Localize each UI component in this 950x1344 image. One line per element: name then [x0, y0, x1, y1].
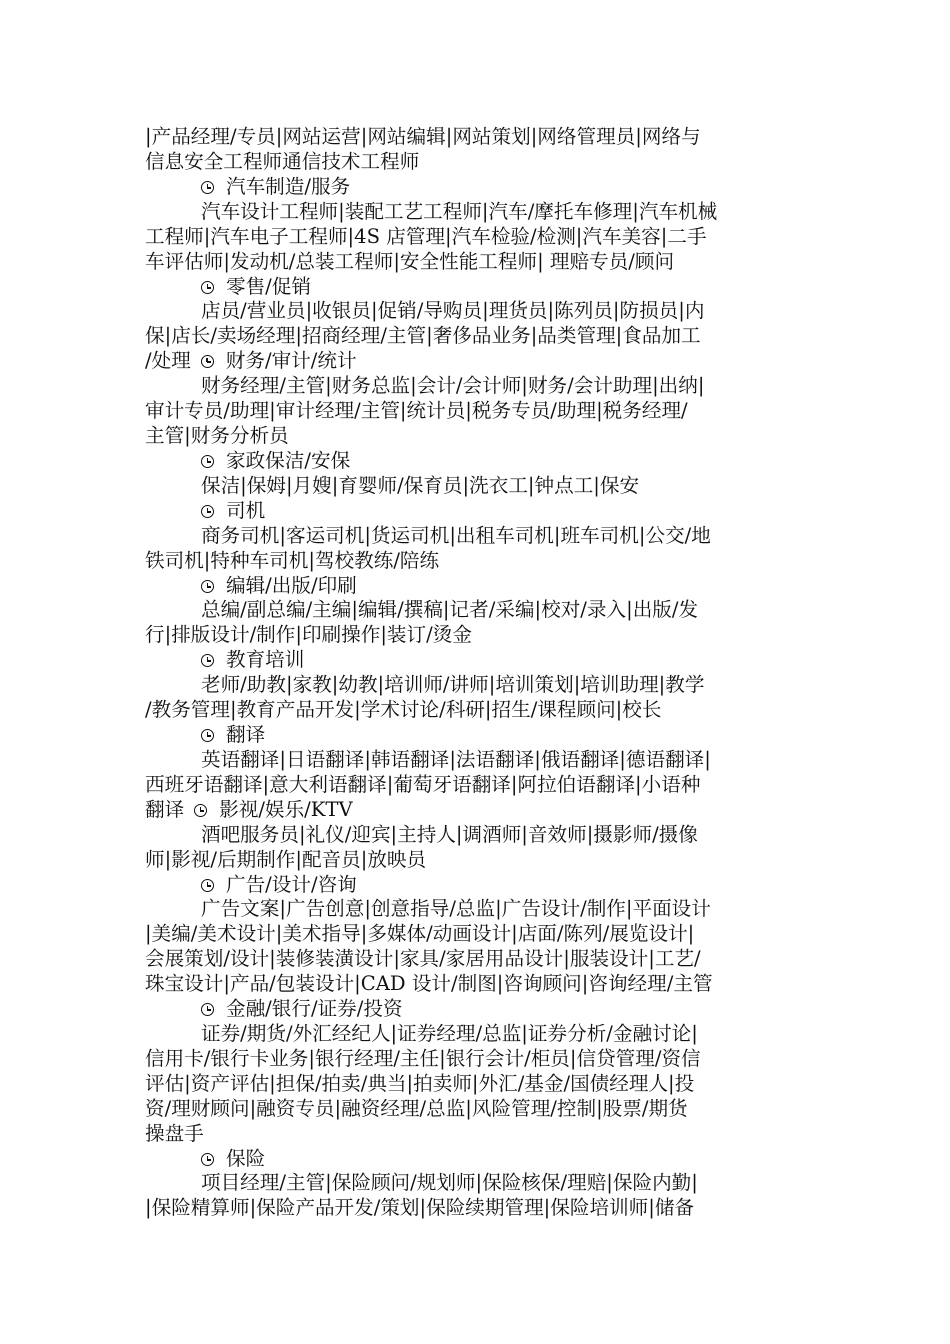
- clock-icon: [201, 355, 214, 368]
- clock-icon: [201, 1153, 214, 1166]
- clock-icon: [201, 455, 214, 468]
- text-line: 资/理财顾问|融资专员|融资经理/总监|风险管理/控制|股票/期货: [145, 1097, 688, 1120]
- section-heading-retail: [201, 274, 867, 299]
- section-heading-housekeeping: [201, 448, 867, 473]
- section-heading-education: [201, 647, 867, 672]
- clock-icon: [201, 281, 214, 294]
- section-title: 金融/银行/证券/投资: [226, 997, 403, 1020]
- text-line: 铁司机|特种车司机|驾校教练/陪练: [145, 549, 440, 572]
- section-heading-entertainment: [194, 798, 352, 821]
- text-line: 保洁|保姆|月嫂|育婴师/保育员|洗衣工|钟点工|保安: [201, 474, 640, 497]
- text-line: 师|影视/后期制作|配音员|放映员: [145, 848, 427, 871]
- text-line: 酒吧服务员|礼仪/迎宾|主持人|调酒师|音效师|摄影师/摄像: [201, 823, 698, 846]
- text-line: 老师/助教|家教|幼教|培训师/讲师|培训策划|培训助理|教学: [201, 673, 705, 696]
- text-line: 行|排版设计/制作|印刷操作|装订/烫金: [145, 623, 472, 646]
- section-heading-advertising: [201, 872, 867, 897]
- text-line: 西班牙语翻译|意大利语翻译|葡萄牙语翻译|阿拉伯语翻译|小语种: [145, 773, 701, 796]
- text-line: 广告文案|广告创意|创意指导/总监|广告设计/制作|平面设计: [201, 897, 711, 920]
- text-line: 主管|财务分析员: [145, 424, 289, 447]
- text-line: 商务司机|客运司机|货运司机|出租车司机|班车司机|公交/地: [201, 524, 711, 547]
- text-line: 店员/营业员|收银员|促销/导购员|理货员|陈列员|防损员|内: [201, 299, 705, 322]
- text-fragment: 翻译: [145, 798, 185, 821]
- clock-icon: [201, 654, 214, 667]
- section-title: 翻译: [226, 723, 266, 746]
- clock-icon: [201, 505, 214, 518]
- text-line: 操盘手: [145, 1122, 204, 1145]
- clock-icon: [201, 879, 214, 892]
- text-line: 总编/副总编/主编|编辑/撰稿|记者/采编|校对/录入|出版/发: [201, 598, 699, 621]
- clock-icon: [201, 580, 214, 593]
- clock-icon: [201, 729, 214, 742]
- text-line: 项目经理/主管|保险顾问/规划师|保险核保/理赔|保险内勤|: [201, 1171, 698, 1194]
- section-title: 保险: [226, 1147, 266, 1170]
- section-heading-driver: [201, 498, 867, 523]
- section-title: 教育培训: [226, 648, 305, 671]
- text-line: 信息安全工程师通信技术工程师: [145, 150, 420, 173]
- section-title: 广告/设计/咨询: [226, 873, 357, 896]
- text-line: 信用卡/银行卡业务|银行经理/主任|银行会计/柜员|信贷管理/资信: [145, 1047, 701, 1070]
- text-line: 工程师|汽车电子工程师|4S 店管理|汽车检验/检测|汽车美容|二手: [145, 225, 707, 248]
- text-line: 英语翻译|日语翻译|韩语翻译|法语翻译|俄语翻译|德语翻译|: [201, 748, 711, 771]
- clock-icon: [201, 1003, 214, 1016]
- section-heading-translation: [201, 722, 867, 747]
- section-title: 司机: [226, 499, 266, 522]
- text-line: 审计专员/助理|审计经理/主管|统计员|税务专员/助理|税务经理/: [145, 399, 688, 422]
- section-title: 财务/审计/统计: [225, 349, 357, 372]
- section-title: 影视/娱乐/KTV: [219, 798, 353, 821]
- text-line-with-heading: [145, 797, 811, 822]
- text-line: 财务经理/主管|财务总监|会计/会计师|财务/会计助理|出纳|: [201, 374, 705, 397]
- text-line: 证券/期货/外汇经纪人|证券经理/总监|证券分析/金融讨论|: [201, 1022, 698, 1045]
- text-line: 保|店长/卖场经理|招商经理/主管|奢侈品业务|品类管理|食品加工: [145, 324, 701, 347]
- text-line: 车评估师|发动机/总装工程师|安全性能工程师| 理赔专员/顾问: [145, 250, 675, 273]
- text-line-with-heading: [145, 348, 811, 373]
- section-title: 家政保洁/安保: [226, 449, 351, 472]
- text-line: 汽车设计工程师|装配工艺工程师|汽车/摩托车修理|汽车机械: [201, 200, 718, 223]
- section-title: 零售/促销: [226, 275, 311, 298]
- text-line: 评估|资产评估|担保/拍卖/典当|拍卖师|外汇/基金/国债经理人|投: [145, 1072, 695, 1095]
- section-title: 汽车制造/服务: [226, 175, 351, 198]
- clock-icon: [201, 181, 214, 194]
- section-heading-finance: [201, 349, 357, 372]
- section-heading-editing: [201, 573, 867, 598]
- section-heading-banking: [201, 996, 867, 1021]
- text-fragment: /处理: [145, 349, 191, 372]
- text-line: 会展策划/设计|装修装潢设计|家具/家居用品设计|服装设计|工艺/: [145, 947, 701, 970]
- text-line: |美编/美术设计|美术指导|多媒体/动画设计|店面/陈列/展览设计|: [145, 922, 695, 945]
- section-heading-insurance: [201, 1146, 867, 1171]
- text-line: |保险精算师|保险产品开发/策划|保险续期管理|保险培训师|储备: [145, 1196, 695, 1219]
- text-line: 珠宝设计|产品/包装设计|CAD 设计/制图|咨询顾问|咨询经理/主管: [145, 972, 713, 995]
- text-line: |产品经理/专员|网站运营|网站编辑|网站策划|网络管理员|网络与: [145, 125, 701, 148]
- section-heading-auto: [201, 174, 867, 199]
- clock-icon: [194, 804, 207, 817]
- section-title: 编辑/出版/印刷: [226, 574, 357, 597]
- text-line: /教务管理|教育产品开发|学术讨论/科研|招生/课程顾问|校长: [145, 698, 662, 721]
